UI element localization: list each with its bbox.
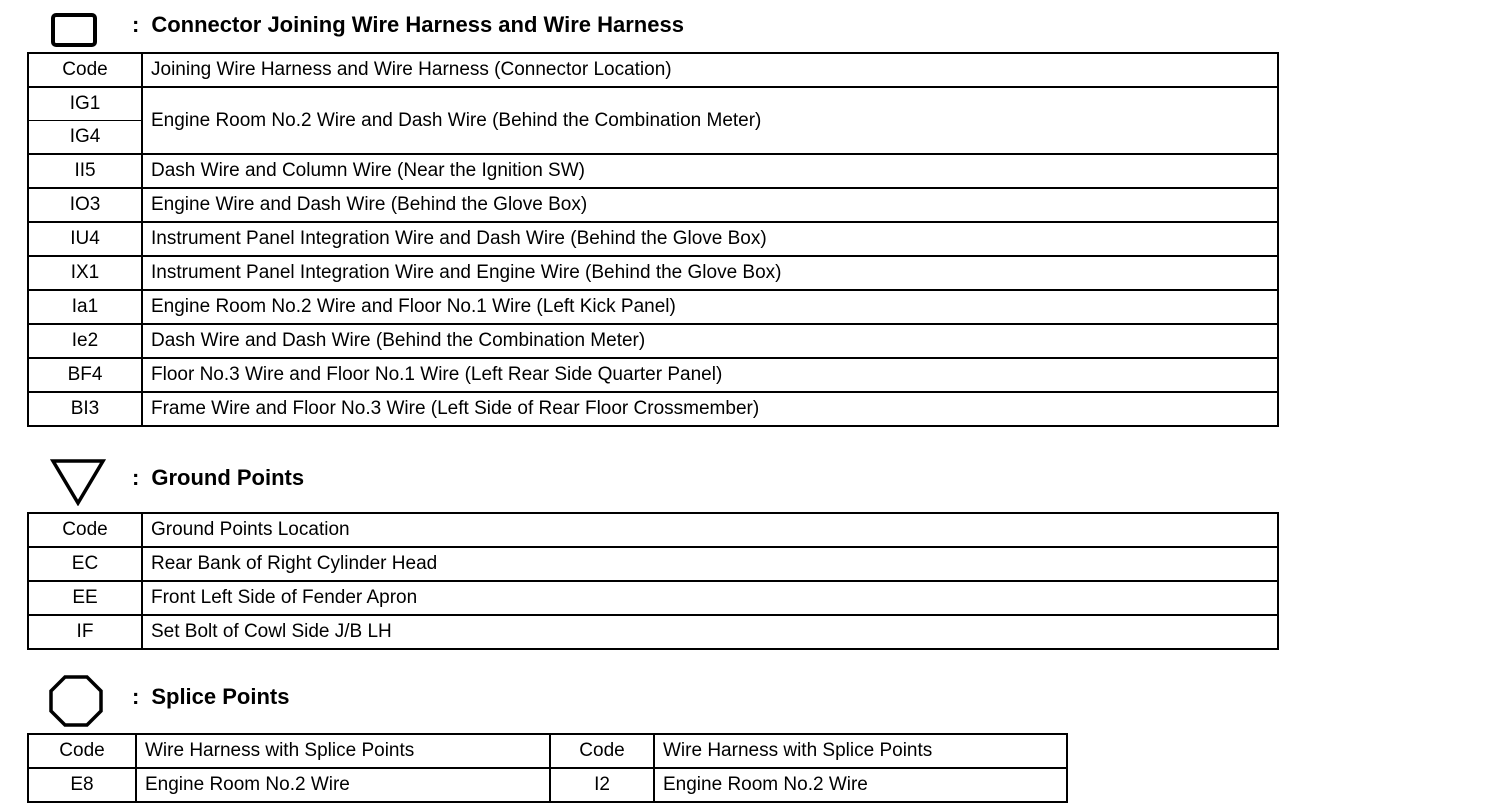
row-code: IX1 bbox=[28, 256, 142, 290]
header-code: Code bbox=[28, 734, 136, 768]
header-harness: Wire Harness with Splice Points bbox=[136, 734, 550, 768]
row-location: Engine Room No.2 Wire and Floor No.1 Wire (Left Kick Panel) bbox=[142, 290, 1278, 324]
row-location: Engine Room No.2 Wire and Dash Wire (Behind the Combination Meter) bbox=[142, 87, 1278, 154]
table-header-row bbox=[28, 734, 1067, 768]
row-harness: Engine Room No.2 Wire bbox=[654, 768, 1067, 802]
row-location: Instrument Panel Integration Wire and Dash Wire (Behind the Glove Box) bbox=[142, 222, 1278, 256]
table-row bbox=[28, 324, 1278, 358]
row-location: Front Left Side of Fender Apron bbox=[142, 581, 1278, 615]
row-code: EE bbox=[28, 581, 142, 615]
splice-section-title: : Splice Points bbox=[132, 684, 290, 709]
table-row bbox=[28, 392, 1278, 426]
table-header-row bbox=[28, 53, 1278, 87]
triangle-down-icon bbox=[50, 458, 106, 506]
connector-section-title: : Connector Joining Wire Harness and Wire Harness bbox=[132, 12, 684, 37]
header-code: Code bbox=[28, 53, 142, 87]
row-location: Frame Wire and Floor No.3 Wire (Left Side of Rear Floor Crossmember) bbox=[142, 392, 1278, 426]
table-row bbox=[28, 256, 1278, 290]
row-location: Floor No.3 Wire and Floor No.1 Wire (Left Rear Side Quarter Panel) bbox=[142, 358, 1278, 392]
row-location: Set Bolt of Cowl Side J/B LH bbox=[142, 615, 1278, 649]
table-row bbox=[28, 154, 1278, 188]
row-code: Ia1 bbox=[28, 290, 142, 324]
row-code: E8 bbox=[28, 768, 136, 802]
table-row bbox=[28, 581, 1278, 615]
table-row bbox=[28, 87, 1278, 121]
row-code: II5 bbox=[28, 154, 142, 188]
table-row bbox=[28, 547, 1278, 581]
row-code: I2 bbox=[550, 768, 654, 802]
table-row bbox=[28, 768, 1067, 802]
table-row bbox=[28, 615, 1278, 649]
row-code: IG1 bbox=[28, 87, 142, 121]
ground-section-title: : Ground Points bbox=[132, 465, 305, 490]
table-header-row bbox=[28, 513, 1278, 547]
header-harness: Wire Harness with Splice Points bbox=[654, 734, 1067, 768]
row-code: BI3 bbox=[28, 392, 142, 426]
table-row bbox=[28, 358, 1278, 392]
row-location: Rear Bank of Right Cylinder Head bbox=[142, 547, 1278, 581]
row-location: Dash Wire and Column Wire (Near the Ignition SW) bbox=[142, 154, 1278, 188]
octagon-icon bbox=[48, 674, 104, 728]
row-location: Dash Wire and Dash Wire (Behind the Combination Meter) bbox=[142, 324, 1278, 358]
row-location: Engine Wire and Dash Wire (Behind the Glove Box) bbox=[142, 188, 1278, 222]
header-location: Joining Wire Harness and Wire Harness (Connector Location) bbox=[142, 53, 1278, 87]
row-code: IO3 bbox=[28, 188, 142, 222]
row-code: IU4 bbox=[28, 222, 142, 256]
ground-table bbox=[27, 512, 1279, 650]
table-row bbox=[28, 290, 1278, 324]
splice-table bbox=[27, 733, 1068, 803]
header-code: Code bbox=[28, 513, 142, 547]
row-harness: Engine Room No.2 Wire bbox=[136, 768, 550, 802]
square-icon bbox=[50, 12, 98, 48]
row-code: Ie2 bbox=[28, 324, 142, 358]
row-code: IG4 bbox=[28, 121, 142, 155]
table-row bbox=[28, 222, 1278, 256]
table-row bbox=[28, 188, 1278, 222]
connector-table bbox=[27, 52, 1279, 427]
row-code: IF bbox=[28, 615, 142, 649]
header-code: Code bbox=[550, 734, 654, 768]
row-location: Instrument Panel Integration Wire and Engine Wire (Behind the Glove Box) bbox=[142, 256, 1278, 290]
header-location: Ground Points Location bbox=[142, 513, 1278, 547]
row-code: BF4 bbox=[28, 358, 142, 392]
row-code: EC bbox=[28, 547, 142, 581]
